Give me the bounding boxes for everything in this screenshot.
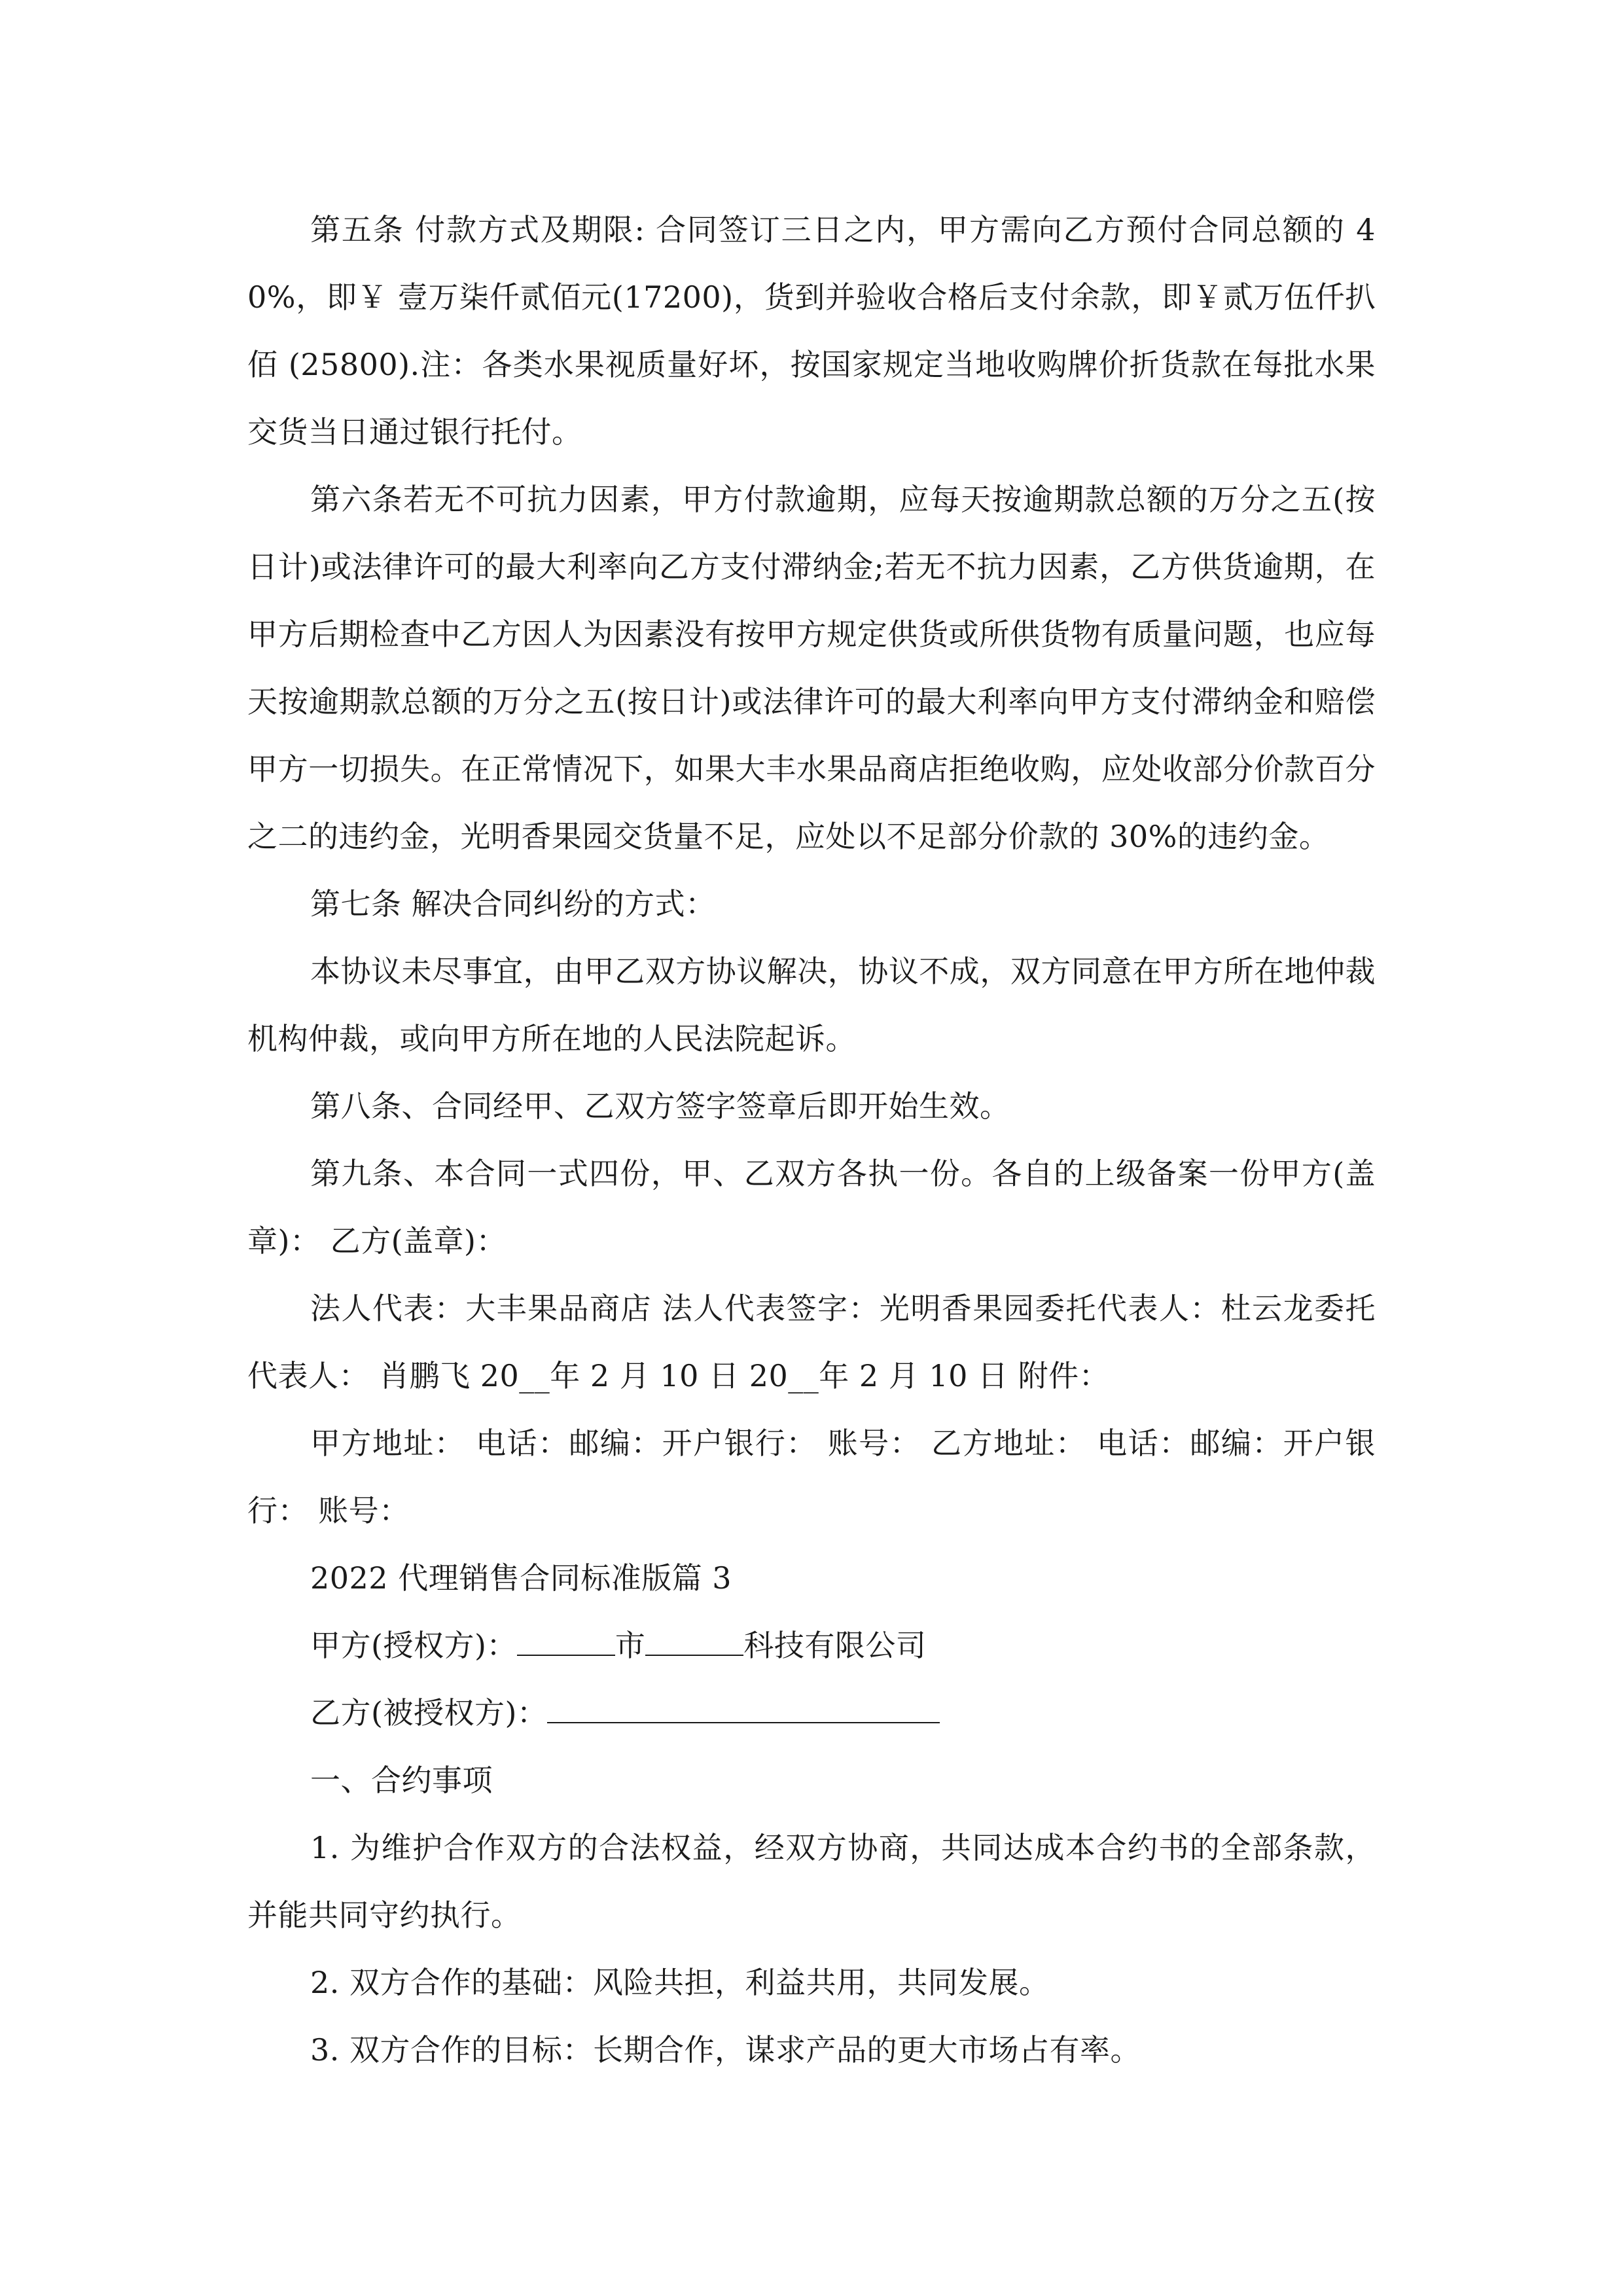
party-b-name-blank bbox=[547, 1692, 940, 1723]
party-a-company-blank bbox=[645, 1624, 743, 1656]
list-item: 1. 为维护合作双方的合法权益，经双方协商，共同达成本合约书的全部条款，并能共同守约执行。 bbox=[247, 1830, 1376, 1933]
party-a-label: 甲方(授权方)： bbox=[310, 1628, 517, 1663]
list-item: 2. 双方合作的基础：风险共担，利益共用，共同发展。 bbox=[310, 1965, 1050, 2000]
contract-title-3: 2022 代理销售合同标准版篇 3 bbox=[310, 1560, 732, 1596]
party-a-city-blank bbox=[517, 1624, 615, 1656]
article-8-paragraph: 第八条、合同经甲、乙双方签字签章后即开始生效。 bbox=[310, 1088, 1010, 1124]
article-7-heading: 第七条 解决合同纠纷的方式： bbox=[310, 886, 716, 922]
document-page bbox=[247, 196, 1376, 2084]
party-b-label: 乙方(被授权方)： bbox=[310, 1695, 548, 1731]
section-title: 一、合约事项 bbox=[310, 1763, 493, 1798]
list-item: 3. 双方合作的目标：长期合作，谋求产品的更大市场占有率。 bbox=[310, 2032, 1141, 2068]
dispute-resolution-paragraph: 本协议未尽事宜，由甲乙双方协议解决，协议不成，双方同意在甲方所在地仲裁机构仲裁，或向甲方所在地的人民法院起诉。 bbox=[247, 954, 1376, 1056]
party-a-city-suffix: 市 bbox=[615, 1628, 646, 1663]
address-paragraph: 甲方地址： 电话：邮编：开户银行： 账号： 乙方地址： 电话：邮编：开户银行： 账号： bbox=[247, 1426, 1376, 1528]
party-b-line bbox=[247, 1679, 1376, 1747]
party-a-line bbox=[247, 1612, 1376, 1679]
article-5-paragraph: 第五条 付款方式及期限: 合同签订三日之内，甲方需向乙方预付合同总额的 40%，即￥ 壹万柒仟贰佰元(17200)，货到并验收合格后支付余款，即￥贰万伍仟扒佰 (25800).注：各类水果视质量好坏，按国家规定当地收购牌价折货款在每批水果交货当日通过银行托付。 bbox=[247, 212, 1376, 450]
party-a-company-suffix: 科技有限公司 bbox=[743, 1628, 927, 1663]
signature-paragraph: 法人代表：大丰果品商店 法人代表签字：光明香果园委托代表人：杜云龙委托代表人： 肖鹏飞 20__年 2 月 10 日 20__年 2 月 10 日 附件： bbox=[247, 1291, 1376, 1393]
article-6-paragraph: 第六条若无不可抗力因素，甲方付款逾期，应每天按逾期款总额的万分之五(按日计)或法律许可的最大利率向乙方支付滞纳金;若无不抗力因素，乙方供货逾期，在甲方后期检查中乙方因人为因素没有按甲方规定供货或所供货物有质量问题，也应每天按逾期款总额的万分之五(按日计)或法律许可的最大利率向甲方支付滞纳金和赔偿甲方一切损失。在正常情况下，如果大丰水果品商店拒绝收购，应处收部分价款百分之二的违约金，光明香果园交货量不足，应处以不足部分价款的 30%的违约金。 bbox=[247, 482, 1376, 854]
article-9-paragraph: 第九条、本合同一式四份，甲、乙双方各执一份。各自的上级备案一份甲方(盖章)： 乙方(盖章)： bbox=[247, 1156, 1376, 1259]
